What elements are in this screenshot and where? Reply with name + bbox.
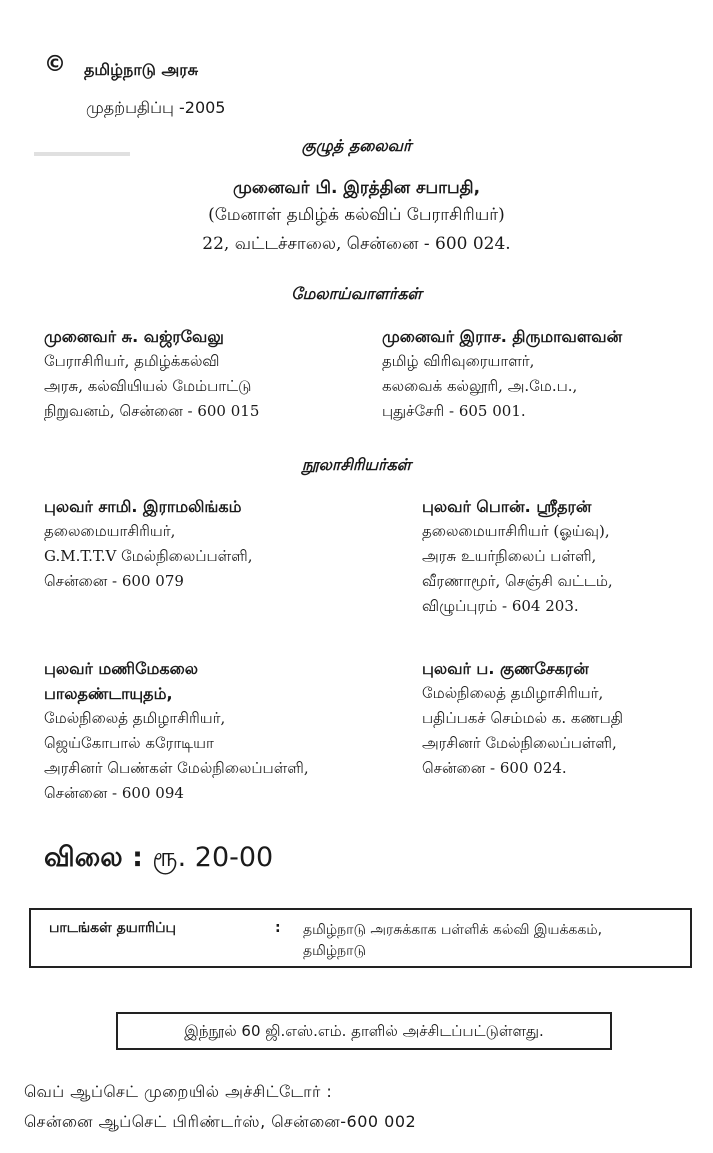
author-line: அரசு உயர்நிலைப் பள்ளி, bbox=[422, 547, 597, 565]
author-line: அரசினர் பெண்கள் மேல்நிலைப்பள்ளி, bbox=[44, 759, 309, 777]
copyright-symbol: © bbox=[44, 52, 66, 77]
reviewer-line: புதுச்சேரி - 605 001. bbox=[382, 402, 526, 420]
authors-heading: நூலாசிரியர்கள் bbox=[301, 455, 412, 474]
preparation-colon: : bbox=[275, 920, 281, 936]
author-4 bbox=[422, 656, 707, 781]
author-line: சென்னை - 600 094 bbox=[44, 784, 184, 802]
chair-title: (மேனாள் தமிழ்க் கல்விப் பேராசிரியர்) bbox=[208, 205, 505, 225]
price-label: விலை : bbox=[44, 842, 143, 873]
reviewer-name: முனைவர் இராச. திருமாவளவன் bbox=[382, 327, 623, 346]
preparation-value bbox=[303, 920, 683, 962]
author-name: புலவர் சாமி. இராமலிங்கம் bbox=[44, 497, 242, 516]
edition-text: முதற்பதிப்பு -2005 bbox=[86, 98, 226, 117]
chair-address: 22, வட்டச்சாலை, சென்னை - 600 024. bbox=[202, 234, 511, 254]
reviewer-line: அரசு, கல்வியியல் மேம்பாட்டு bbox=[44, 377, 252, 395]
reviewer-line: நிறுவனம், சென்னை - 600 015 bbox=[44, 402, 260, 420]
author-name: புலவர் ப. குணசேகரன் bbox=[422, 659, 589, 678]
reviewer-name: முனைவர் சு. வஜ்ரவேலு bbox=[44, 327, 224, 346]
author-1 bbox=[44, 494, 394, 594]
author-name-cont: பாலதண்டாயுதம், bbox=[44, 684, 173, 703]
author-3 bbox=[44, 656, 404, 806]
author-name: புலவர் மணிமேகலை bbox=[44, 659, 198, 678]
copyright-owner: தமிழ்நாடு அரசு bbox=[84, 60, 199, 79]
author-line: மேல்நிலைத் தமிழாசிரியர், bbox=[44, 709, 226, 727]
preparation-value-line: தமிழ்நாடு bbox=[303, 943, 366, 959]
author-line: தலைமையாசிரியர், bbox=[44, 522, 176, 540]
price bbox=[44, 842, 273, 877]
author-line: மேல்நிலைத் தமிழாசிரியர், bbox=[422, 684, 604, 702]
author-line: தலைமையாசிரியர் (ஓய்வு), bbox=[422, 522, 610, 540]
author-2 bbox=[422, 494, 707, 619]
printer-line-1: வெப் ஆப்செட் முறையில் அச்சிட்டோர் : bbox=[24, 1082, 333, 1101]
author-line: G.M.T.T.V மேல்நிலைப்பள்ளி, bbox=[44, 547, 253, 565]
preparation-box bbox=[29, 908, 692, 968]
committee-heading: குழுத் தலைவர் bbox=[301, 136, 412, 155]
reviewer-1 bbox=[44, 324, 364, 424]
author-line: அரசினர் மேல்நிலைப்பள்ளி, bbox=[422, 734, 617, 752]
author-line: சென்னை - 600 024. bbox=[422, 759, 567, 777]
preparation-label: பாடங்கள் தயாரிப்பு bbox=[49, 920, 176, 936]
author-name: புலவர் பொன். ஸ்ரீதரன் bbox=[422, 497, 592, 516]
author-line: விழுப்புரம் - 604 203. bbox=[422, 597, 579, 615]
reviewer-line: கலவைக் கல்லூரி, அ.மே.ப., bbox=[382, 377, 578, 395]
author-line: ஜெய்கோபால் கரோடியா bbox=[44, 734, 214, 752]
author-line: பதிப்பகச் செம்மல் க. கணபதி bbox=[422, 709, 624, 727]
reviewers-heading: மேலாய்வாளர்கள் bbox=[291, 284, 422, 303]
price-value: ரூ. 20-00 bbox=[152, 842, 274, 873]
reviewer-2 bbox=[382, 324, 702, 424]
reviewer-line: பேராசிரியர், தமிழ்க்கல்வி bbox=[44, 352, 220, 370]
preparation-value-line: தமிழ்நாடு அரசுக்காக பள்ளிக் கல்வி இயக்ககம், bbox=[303, 922, 603, 938]
author-line: சென்னை - 600 079 bbox=[44, 572, 184, 590]
author-line: வீரணாமூர், செஞ்சி வட்டம், bbox=[422, 572, 613, 590]
printer-line-2: சென்னை ஆப்செட் பிரிண்டர்ஸ், சென்னை-600 002 bbox=[24, 1112, 417, 1131]
chair-name: முனைவர் பி. இரத்தின சபாபதி, bbox=[232, 178, 481, 198]
reviewer-line: தமிழ் விரிவுரையாளர், bbox=[382, 352, 535, 370]
paper-note-box: இந்நூல் 60 ஜி.எஸ்.எம். தாளில் அச்சிடப்பட்டுள்ளது. bbox=[116, 1012, 612, 1050]
